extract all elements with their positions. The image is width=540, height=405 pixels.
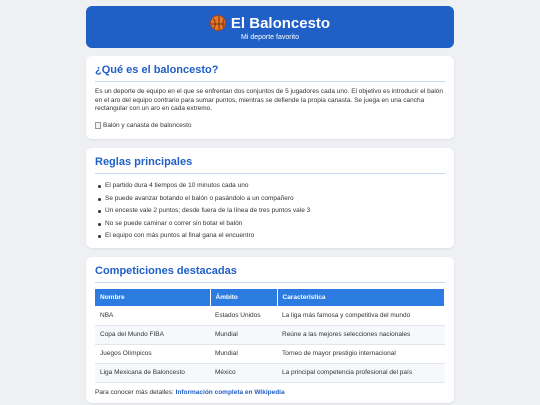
header-title-row (86, 13, 454, 33)
rule-item: Se puede avanzar botando el balón o pasándolo a un compañero (95, 193, 445, 206)
table-header-row (95, 289, 445, 306)
rules-section (86, 148, 454, 248)
rule-item: Un enceste vale 2 puntos; desde fuera de la línea de tres puntos vale 3 (95, 205, 445, 218)
cell-feature: Reúne a las mejores selecciones nacionales (277, 325, 445, 344)
rule-item: El equipo con más puntos al final gana el encuentro (95, 230, 445, 243)
column-header-name: Nombre (95, 289, 210, 306)
cell-name: Juegos Olímpicos (95, 344, 210, 363)
rules-list (95, 180, 445, 243)
cell-name: Copa del Mundo FIBA (95, 325, 210, 344)
competitions-heading: Competiciones destacadas (95, 265, 445, 283)
cell-feature: Torneo de mayor prestigio internacional (277, 344, 445, 363)
more-info-text: Para conocer más detalles: (95, 388, 174, 396)
competitions-table (95, 289, 445, 383)
cell-feature: La principal competencia profesional del país (277, 363, 445, 382)
rules-heading: Reglas principales (95, 156, 445, 174)
column-header-scope: Ámbito (210, 289, 277, 306)
cell-name: NBA (95, 306, 210, 325)
basketball-image (95, 122, 445, 129)
table-row (95, 325, 445, 344)
wikipedia-link[interactable]: Información completa en Wikipedia (175, 388, 285, 396)
page-title: El Baloncesto (230, 14, 331, 32)
cell-name: Liga Mexicana de Baloncesto (95, 363, 210, 382)
rule-item: No se puede caminar o correr sin botar el balón (95, 218, 445, 231)
broken-image-icon (95, 122, 101, 129)
table-row (95, 363, 445, 382)
intro-text: Es un deporte de equipo en el que se enfrentan dos conjuntos de 5 jugadores cada uno. El objetivo es introducir el balón en el aro del equipo contrario para sumar puntos, mientras se defiende la propia canasta. Se juega en una cancha rectangular con un aro en cada extremo. (95, 88, 443, 113)
page-header (86, 6, 454, 48)
cell-feature: La liga más famosa y competitiva del mundo (277, 306, 445, 325)
intro-section (86, 56, 454, 139)
basketball-icon (210, 15, 226, 31)
intro-heading: ¿Qué es el baloncesto? (95, 64, 445, 82)
more-info-line (95, 389, 445, 396)
column-header-feature: Característica (277, 289, 445, 306)
cell-scope: Estados Unidos (210, 306, 277, 325)
page-subtitle: Mi deporte favorito (241, 34, 299, 41)
rule-item: El partido dura 4 tiempos de 10 minutos cada uno (95, 180, 445, 193)
cell-scope: Mundial (210, 344, 277, 363)
competitions-section (86, 257, 454, 403)
table-row (95, 344, 445, 363)
image-alt-text: Balón y canasta de baloncesto (103, 121, 192, 129)
cell-scope: México (210, 363, 277, 382)
cell-scope: Mundial (210, 325, 277, 344)
table-row (95, 306, 445, 325)
